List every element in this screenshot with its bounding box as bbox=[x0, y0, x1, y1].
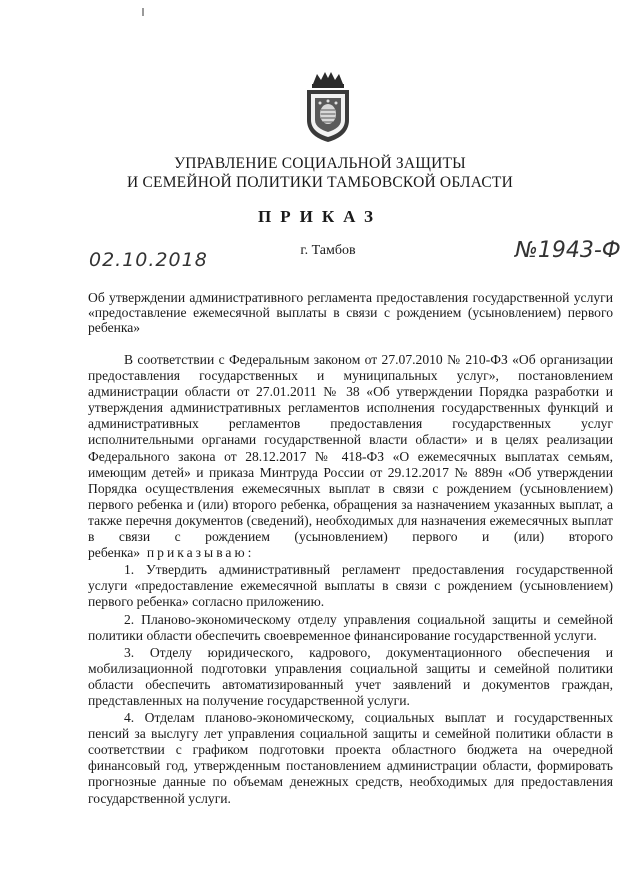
order-item-1: 1. Утвердить административный регламент предоставления государственной услуги «предоставление ежемесячной выплаты в связи с рождением (усыновлением) первого ребенка» согласно приложению. bbox=[88, 562, 613, 610]
handwritten-date: 02.10.2018 bbox=[89, 249, 208, 271]
coat-of-arms-emblem-icon bbox=[299, 70, 357, 144]
preamble-text: В соответствии с Федеральным законом от 27.07.2010 № 210-ФЗ «Об организации предоставления государственных и муниципальных услуг», постановлением администрации области от 27.01.2011 № 38 «Об утверждении Порядка разработки и утверждения административных регламентов исполнения государственных функций и административных регламентов предоставления государственных услуг исполнительными органами государственной власти области» и в целях реализации Федерального закона от 28.12.2017 № 418-ФЗ «О ежемесячных выплатах семьям, имеющим детей» и приказа Минтруда России от 29.12.2017 № 889н «Об утверждении Порядка осуществления ежемесячных выплат в связи с рождением (усыновлением) первого ребенка и (или) второго ребенка, обращения за назначением указанных выплат, а также перечня документов (сведений), необходимых для назначения ежемесячных выплат в связи с рождением (усыновлением) первого и (или) второго ребенка» bbox=[88, 352, 613, 561]
preamble-paragraph bbox=[88, 352, 613, 561]
order-word: приказываю: bbox=[146, 545, 255, 561]
order-body bbox=[88, 352, 613, 807]
order-subject: Об утверждении административного регламента предоставления государственной услуги «предоставление ежемесячной выплаты в связи с рождением (усыновлением) первого ребенка» bbox=[88, 290, 613, 335]
document-title: ПРИКАЗ bbox=[258, 207, 382, 226]
handwritten-order-number: №1943-Ф bbox=[515, 238, 621, 263]
organization-name-line-2: И СЕМЕЙНОЙ ПОЛИТИКИ ТАМБОВСКОЙ ОБЛАСТИ bbox=[127, 174, 513, 191]
order-item-3: 3. Отделу юридического, кадрового, документационного обеспечения и мобилизационной подготовки управления социальной защиты и семейной политики области обеспечить автоматизированный учет заявлений и документов граждан, представленных на получение государственной услуги. bbox=[88, 644, 613, 708]
organization-name-line-1: УПРАВЛЕНИЕ СОЦИАЛЬНОЙ ЗАЩИТЫ bbox=[174, 155, 466, 172]
city-name: г. Тамбов bbox=[300, 243, 356, 258]
scan-artifact bbox=[142, 8, 144, 16]
order-item-4: 4. Отделам планово-экономическому, социальных выплат и государственных пенсий за выслугу лет управления социальной защиты и семейной политики области в соответствии с графиком подготовки проекта областного бюджета на очередной финансовый год, утвержденным постановлением администрации области, формировать прогнозные данные по объемам денежных средств, необходимых для предоставления государственной услуги. bbox=[88, 710, 613, 806]
order-item-2: 2. Планово-экономическому отделу управления социальной защиты и семейной политики области обеспечить своевременное финансирование государственной услуги. bbox=[88, 611, 613, 643]
